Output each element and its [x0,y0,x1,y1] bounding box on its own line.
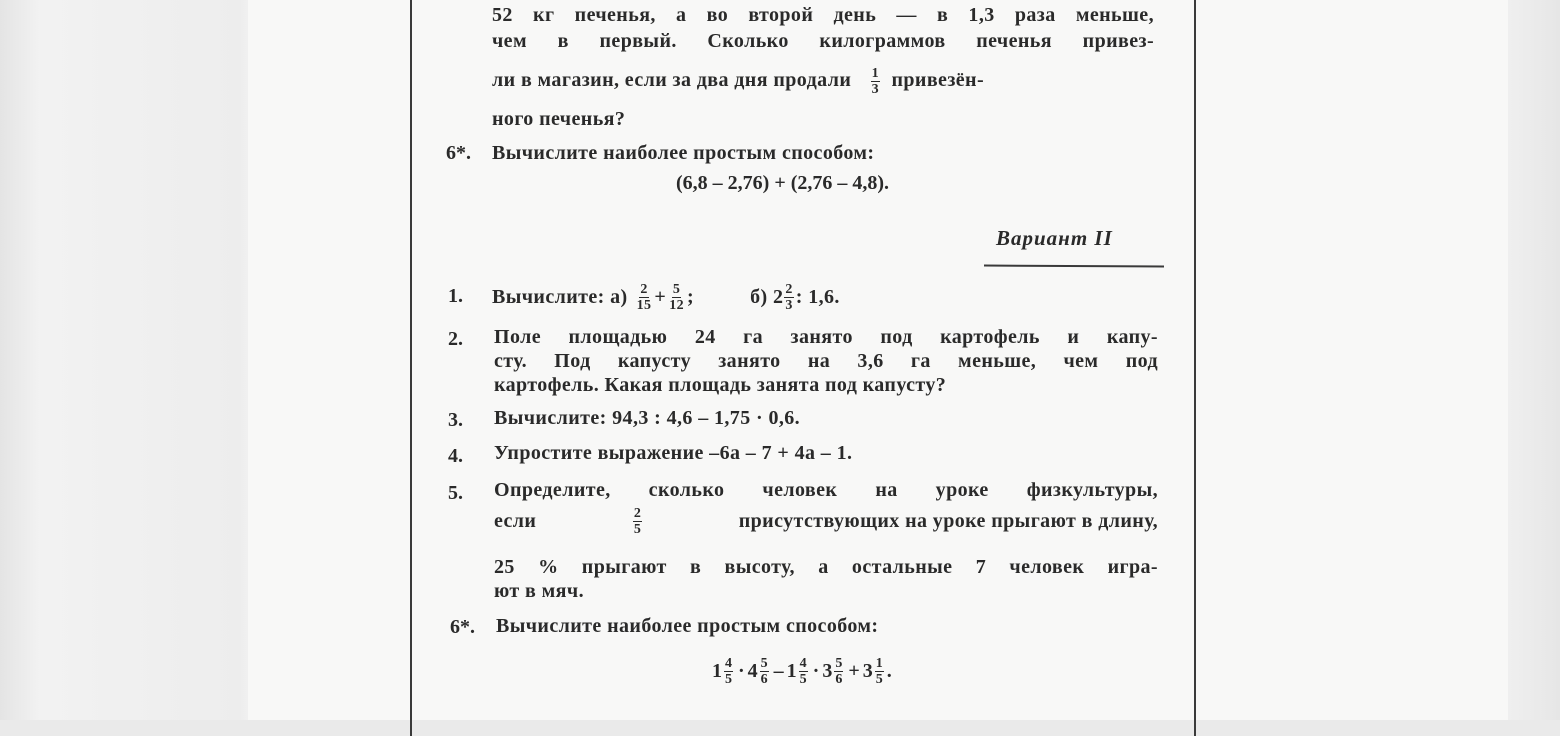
fraction [875,656,884,687]
task-6-expression [712,648,892,694]
denominator: 5 [875,671,883,687]
task-1-text-b-tail: : 1,6. [795,285,840,308]
fraction [871,66,880,97]
numerator: 1 [875,655,883,671]
numerator: 2 [633,506,642,521]
task-number: 4. [448,445,463,467]
mixed-number-whole: 4 [747,659,758,682]
v1-task5-line: 52 кг печенья, а во второй день — в 1,3 раза меньше, [492,4,1154,26]
task-6-text: Вычислите наиболее простым способом: [496,615,879,637]
task-5-line: 25 % прыгают в высоту, а остальные 7 человек игра- [494,556,1158,578]
denominator: 5 [799,671,807,687]
operator: · [738,659,745,682]
task-3-text: Вычислите: 94,3 : 4,6 – 1,75 · 0,6. [494,407,801,429]
task-5-text: если [494,510,537,532]
v1-task5-text: привезён- [891,69,985,92]
task-2-line: картофель. Какая площадь занята под капусту? [494,374,947,396]
denominator: 12 [669,297,685,313]
task-number: 2. [448,328,463,350]
task-2-line: Поле площадью 24 га занято под картофель и капу- [494,326,1158,348]
numerator: 4 [799,655,807,671]
fraction [636,282,653,313]
v1-task5-line: чем в первый. Сколько килограммов печенья привез- [492,30,1154,52]
numerator: 1 [871,66,880,81]
denominator: 6 [835,671,843,687]
denominator: 3 [785,297,793,313]
mixed-number-whole: 1 [786,659,797,682]
denominator: 3 [871,82,880,97]
v1-task6-expression: (6,8 – 2,76) + (2,76 – 4,8). [676,172,890,194]
fraction [799,656,808,687]
task-1-text-b: б) 2 [750,285,784,308]
fraction [834,656,843,687]
task-5-text: присутствующих на уроке прыгают в длину, [738,510,1158,532]
v1-task5-line [492,66,984,97]
denominator: 5 [725,671,732,687]
task-5-line [494,506,1158,537]
task-number: 1. [448,285,463,307]
semicolon: ; [687,285,695,308]
operator: . [886,659,892,682]
task-4-text: Упростите выражение –6a – 7 + 4a – 1. [494,442,853,464]
fraction [633,506,642,537]
mixed-number-whole: 3 [862,659,873,682]
denominator: 15 [636,297,652,313]
mixed-number-whole: 1 [712,659,722,682]
v1-task5-text: ли в магазин, если за два дня продали [492,69,852,92]
plus-sign: + [654,285,667,308]
numerator: 5 [760,655,768,671]
variant-underline [984,265,1164,268]
task-1-text-a: Вычислите: а) [492,285,628,308]
variant-title: Вариант II [996,226,1113,250]
fraction [760,656,769,687]
fraction [784,282,793,313]
fraction [724,656,733,687]
numerator: 4 [725,655,732,671]
task-5-line: ют в мяч. [494,580,584,602]
task-number: 3. [448,409,463,431]
task-number: 5. [448,482,463,504]
numerator: 5 [672,281,681,297]
task-number: 6*. [450,616,475,638]
numerator: 5 [835,655,843,671]
denominator: 5 [633,522,642,537]
task-5-line: Определите, сколько человек на уроке физкультуры, [494,479,1158,501]
operator: – [773,659,784,682]
operator: · [812,659,820,682]
v1-task5-line: ного печенья? [492,108,626,130]
v1-task6-number: 6*. [446,142,471,164]
numerator: 2 [785,281,793,297]
task-2-line: сту. Под капусту занято на 3,6 га меньше, чем под [494,350,1158,372]
task-1 [492,277,840,317]
v1-task6-text: Вычислите наиболее простым способом: [492,142,875,164]
fraction [668,282,685,313]
mixed-number-whole: 3 [822,659,833,682]
numerator: 2 [640,281,648,297]
denominator: 6 [760,671,768,687]
operator: + [848,659,860,682]
